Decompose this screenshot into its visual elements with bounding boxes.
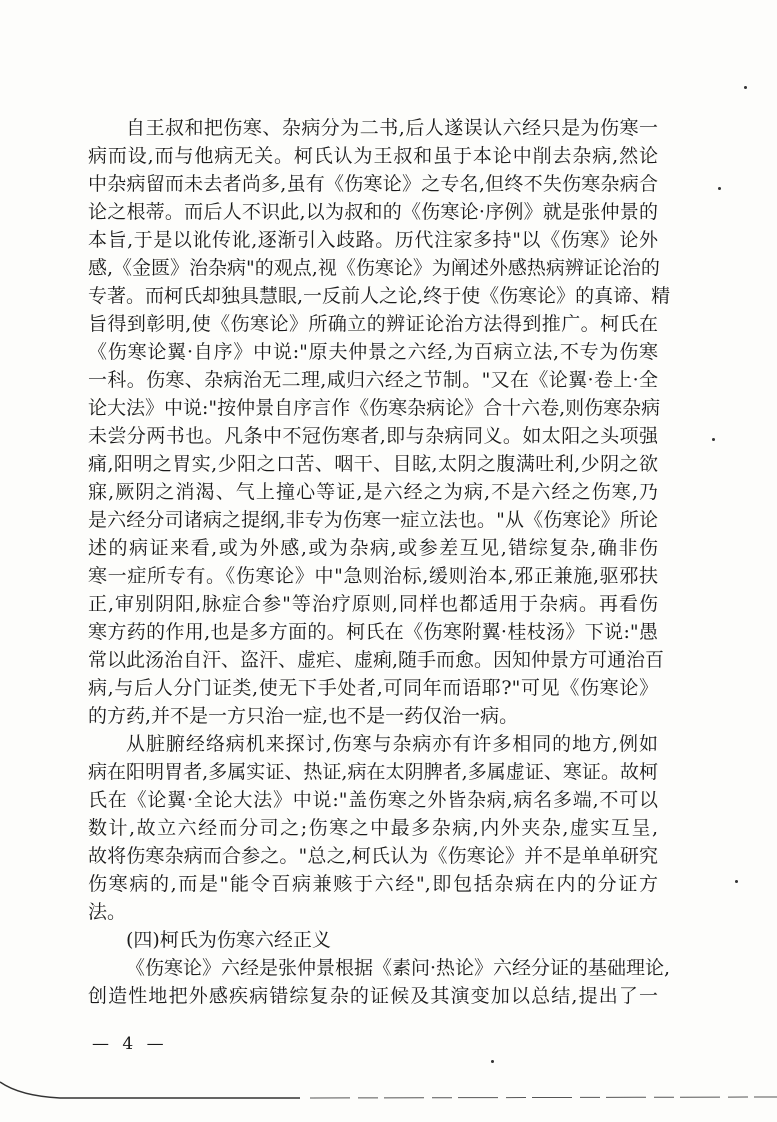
text-line: 的方药,并不是一方只治一症,也不是一药仅治一病。	[88, 705, 519, 727]
text-line: 专著。而柯氏却独具慧眼,一反前人之论,终于使《伤寒论》的真谛、精	[88, 285, 671, 307]
scan-edge-line	[0, 1080, 777, 1110]
text-line: 数计,故立六经而分司之;伤寒之中最多杂病,内外夹杂,虚实互呈,	[88, 817, 658, 839]
text-line: 寐,厥阴之消渴、气上撞心等证,是六经之为病,不是六经之伤寒,乃	[88, 481, 658, 503]
scan-speck	[491, 1060, 494, 1063]
text-line: 病,与后人分门证类,使无下手处者,可同年而语耶?"可见《伤寒论》	[88, 677, 658, 699]
scan-speck	[712, 438, 715, 441]
page-number: — 4 —	[92, 1034, 168, 1054]
text-line: 痛,阳明之胃实,少阳之口苦、咽干、目眩,太阴之腹满吐利,少阴之欲	[88, 453, 658, 475]
text-line: 常以此汤治自汗、盗汗、虚疟、虚痢,随手而愈。因知仲景方可通治百	[88, 649, 665, 671]
text-line: 是六经分司诸病之提纲,非专为伤寒一症立法也。"从《伤寒论》所论	[88, 509, 658, 531]
text-line: 论大法》中说:"按仲景自序言作《伤寒杂病论》合十六卷,则伤寒杂病	[88, 397, 661, 419]
text-line: 一科。伤寒、杂病治无二理,咸归六经之节制。"又在《论翼·卷上·全	[88, 369, 658, 391]
text-line: 《伤寒论》六经是张仲景根据《素问·热论》六经分证的基础理论,	[126, 957, 671, 979]
text-line: 旨得到彰明,使《伤寒论》所确立的辨证论治方法得到推广。柯氏在	[88, 313, 658, 335]
text-line: 寒方药的作用,也是多方面的。柯氏在《伤寒附翼·桂枝汤》下说:"愚	[88, 621, 658, 643]
text-line: 中杂病留而未去者尚多,虽有《伤寒论》之专名,但终不失伤寒杂病合	[88, 173, 658, 195]
text-line: 未尝分两书也。凡条中不冠伤寒者,即与杂病同义。如太阳之头项强	[88, 425, 658, 447]
text-line: 感,《金匮》治杂病"的观点,视《伤寒论》为阐述外感热病辨证论治的	[88, 257, 660, 279]
text-line: 从脏腑经络病机来探讨,伤寒与杂病亦有许多相同的地方,例如	[126, 733, 658, 755]
text-line: 《伤寒论翼·自序》中说:"原夫仲景之六经,为百病立法,不专为伤寒	[88, 341, 658, 363]
text-line: 法。	[88, 901, 127, 923]
text-line: 本旨,于是以讹传讹,逐渐引入歧路。历代注家多持"以《伤寒》论外	[88, 229, 658, 251]
section-heading: (四)柯氏为伤寒六经正义	[126, 929, 331, 951]
scan-speck	[718, 187, 721, 190]
text-line: 正,审别阴阳,脉症合参"等治疗原则,同样也都适用于杂病。再看伤	[88, 593, 658, 615]
scan-speck	[744, 86, 747, 89]
text-line: 病在阳明胃者,多属实证、热证,病在太阴脾者,多属虚证、寒证。故柯	[88, 761, 658, 783]
text-line: 伤寒病的,而是"能令百病兼赅于六经",即包括杂病在内的分证方	[88, 873, 658, 895]
text-line: 自王叔和把伤寒、杂病分为二书,后人遂误认六经只是为伤寒一	[126, 117, 658, 139]
text-line: 述的病证来看,或为外感,或为杂病,或参差互见,错综复杂,确非伤	[88, 537, 658, 559]
text-line: 论之根蒂。而后人不识此,以为叔和的《伤寒论·序例》就是张仲景的	[88, 201, 658, 223]
text-line: 氏在《论翼·全论大法》中说:"盖伤寒之外皆杂病,病名多端,不可以	[88, 789, 658, 811]
text-line: 病而设,而与他病无关。柯氏认为王叔和虽于本论中削去杂病,然论	[88, 145, 658, 167]
text-line: 故将伤寒杂病而合参之。"总之,柯氏认为《伤寒论》并不是单单研究	[88, 845, 658, 867]
text-line: 创造性地把外感疾病错综复杂的证候及其演变加以总结,提出了一	[88, 985, 658, 1007]
scan-speck	[735, 880, 738, 883]
body-text	[88, 114, 671, 1010]
text-line: 寒一症所专有。《伤寒论》中"急则治标,缓则治本,邪正兼施,驱邪扶	[88, 565, 658, 587]
